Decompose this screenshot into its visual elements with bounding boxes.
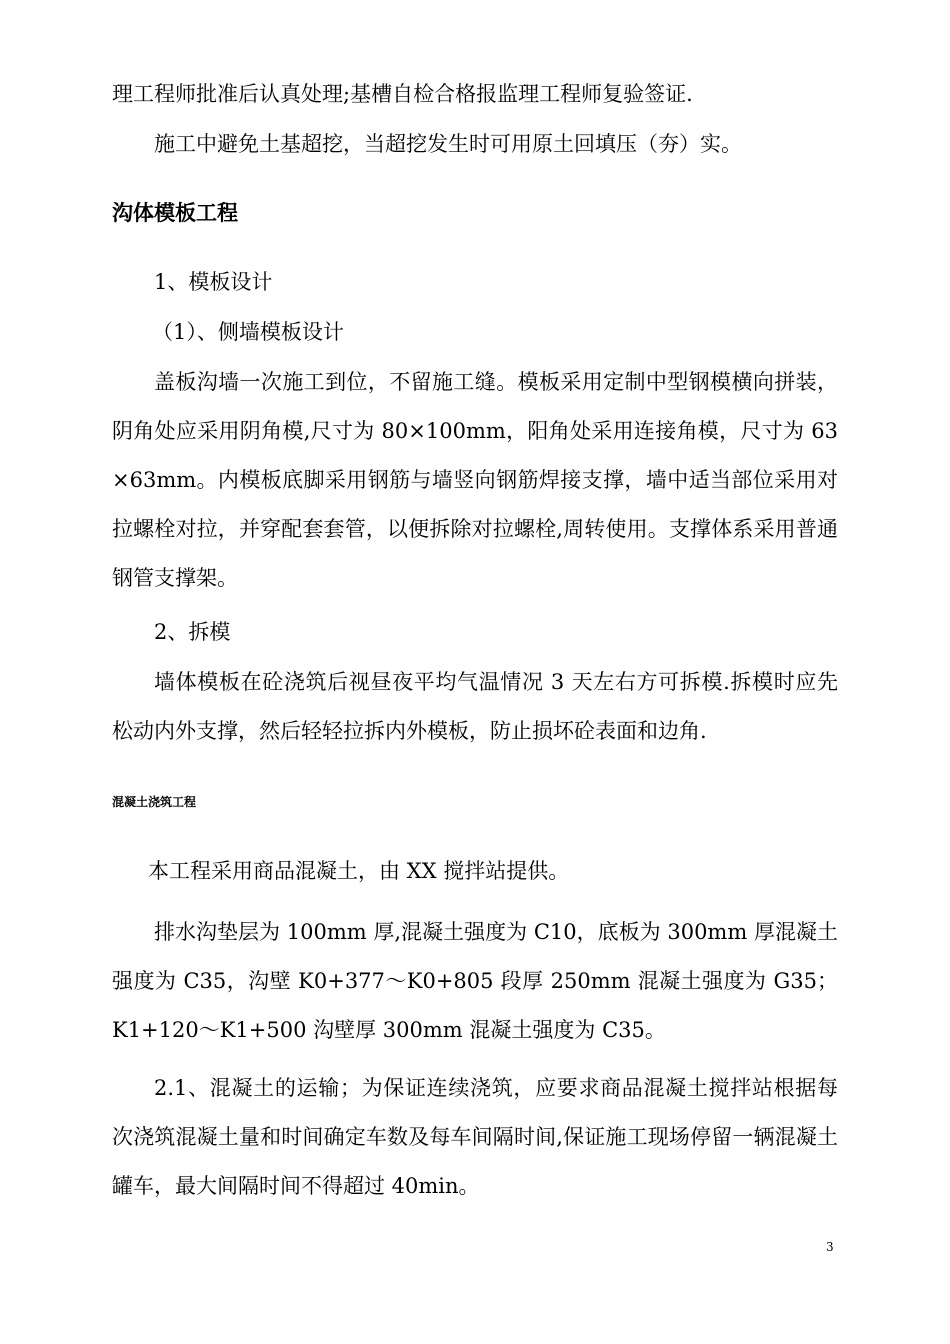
paragraph-overexcavation: 施工中避免土基超挖，当超挖发生时可用原土回填压（夯）实。 — [154, 132, 742, 156]
section-form-removal: 2、拆模 — [154, 620, 231, 644]
page-number: 3 — [826, 1240, 834, 1254]
paragraph-concrete-transport: 2.1、混凝土的运输；为保证连续浇筑，应要求商品混凝土搅拌站根据每次浇筑混凝土量和时间确定车数及每车间隔时间,保证施工现场停留一辆混凝土罐车，最大间隔时间不得超过 40min。 — [112, 1076, 838, 1198]
heading-concrete-pouring: 混凝土浇筑工程 — [112, 795, 197, 809]
heading-formwork: 沟体模板工程 — [112, 201, 238, 225]
paragraph-concrete-strength: 排水沟垫层为 100mm 厚,混凝土强度为 C10，底板为 300mm 厚混凝土强度为 C35，沟壁 K0+377～K0+805 段厚 250mm 混凝土强度为 G35；K1+120～K1+500 沟壁厚 300mm 混凝土强度为 C35。 — [112, 920, 838, 1042]
paragraph-approval: 理工程师批准后认真处理;基槽自检合格报监理工程师复验签证. — [112, 82, 693, 106]
paragraph-form-removal: 墙体模板在砼浇筑后视昼夜平均气温情况 3 天左右方可拆模.拆模时应先松动内外支撑，然后轻轻拉拆内外模板，防止损坏砼表面和边角. — [112, 670, 838, 743]
paragraph-side-wall-formwork: 盖板沟墙一次施工到位，不留施工缝。模板采用定制中型钢模横向拼装，阴角处应采用阴角模,尺寸为 80×100mm，阳角处采用连接角模，尺寸为 63×63mm。内模板底脚采用钢筋与墙竖向钢筋焊接支撑，墙中适当部位采用对拉螺栓对拉，并穿配套套管，以便拆除对拉螺栓,周转使用。支撑体系采用普通钢管支撑架。 — [112, 370, 838, 590]
subsection-side-wall-design: （1）、侧墙模板设计 — [152, 320, 344, 344]
section-formwork-design: 1、模板设计 — [154, 270, 273, 294]
paragraph-commercial-concrete: 本工程采用商品混凝土，由 XX 搅拌站提供。 — [148, 859, 570, 883]
